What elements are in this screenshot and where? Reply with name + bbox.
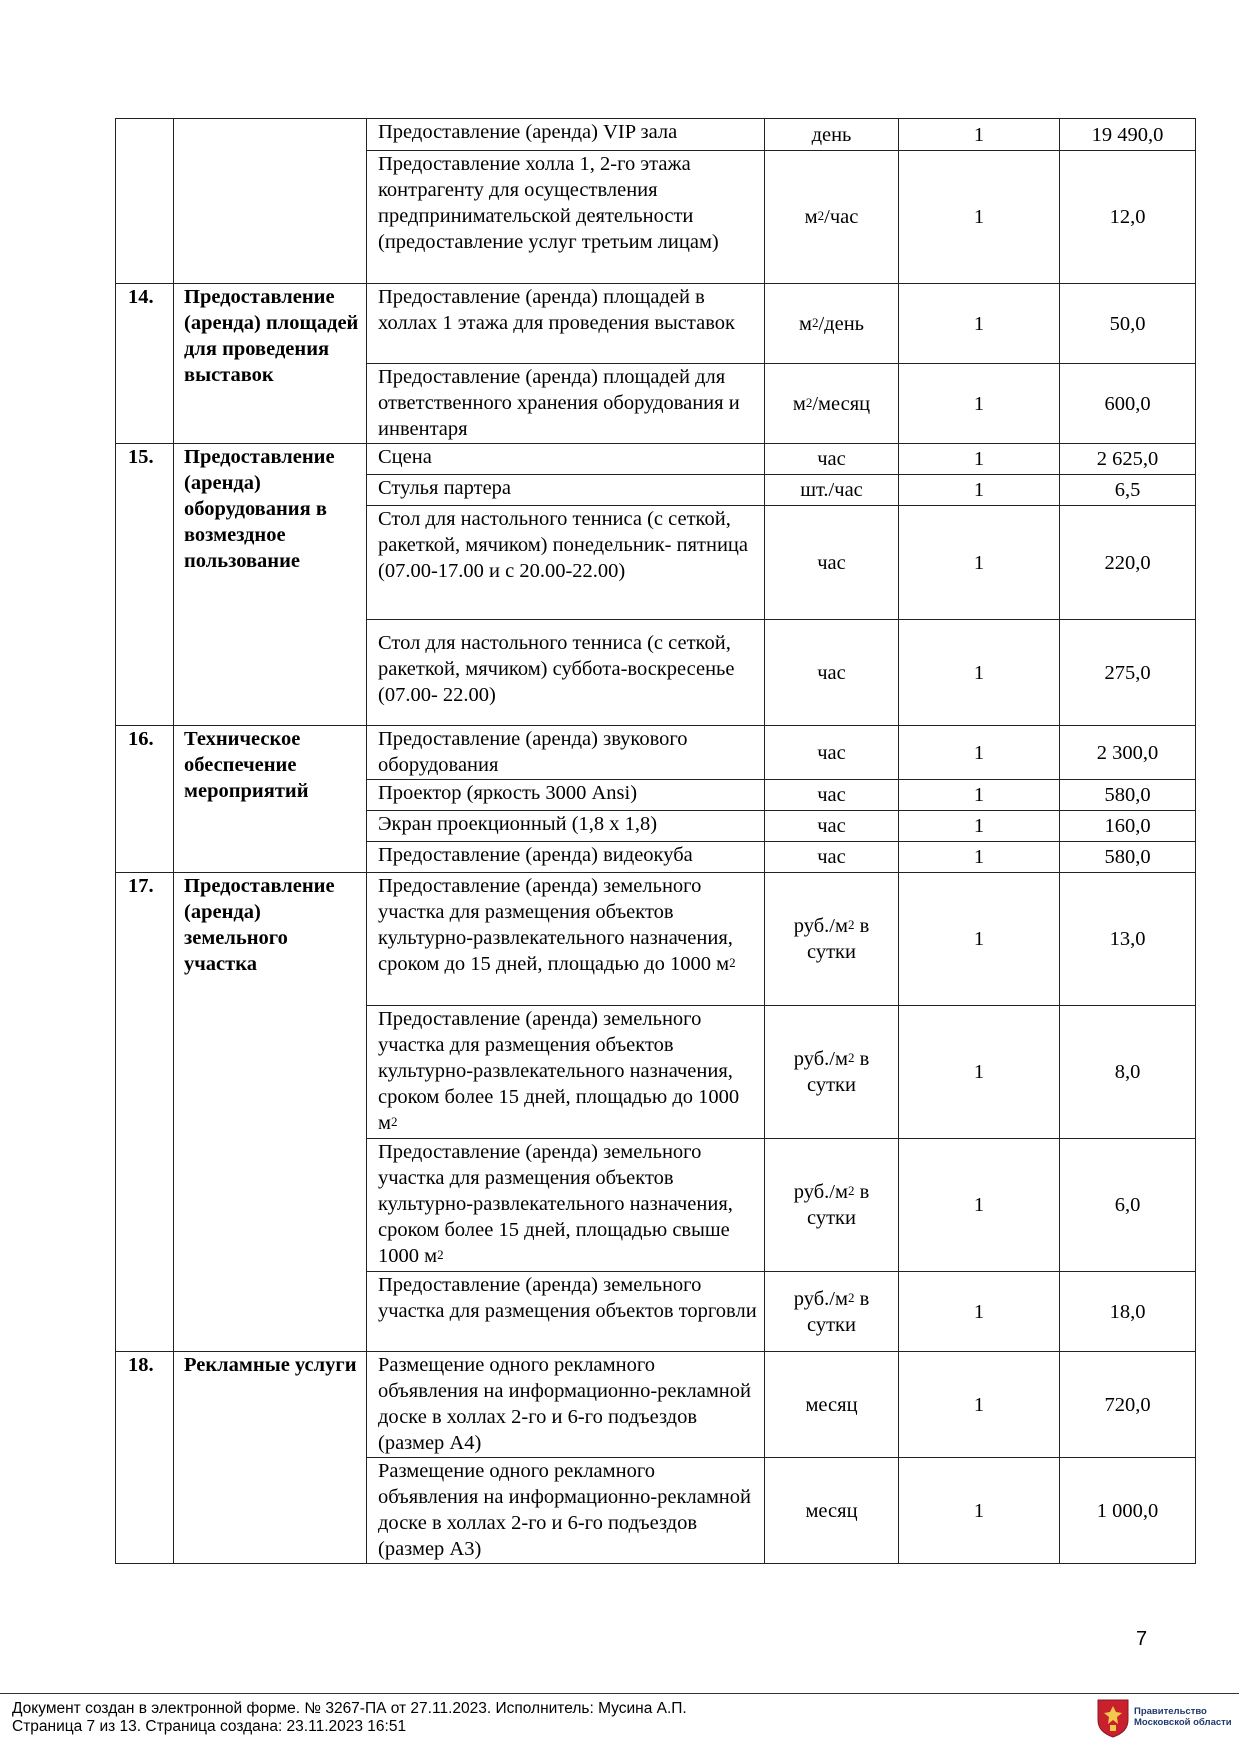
footer-org-name <box>1134 1706 1232 1728</box>
service-cell: Стол для настольного тенниса (с сеткой, ракеткой, мячиком) понедельник- пятница (07.00-17.00 и с 20.00-22.00) <box>367 506 765 620</box>
price-cell: 720,0 <box>1060 1352 1196 1458</box>
unit-cell: месяц <box>765 1352 899 1458</box>
price-cell: 2 300,0 <box>1060 726 1196 780</box>
service-cell: Предоставление (аренда) видеокуба <box>367 842 765 873</box>
price-cell: 580,0 <box>1060 780 1196 811</box>
table-row <box>116 284 1196 364</box>
table-row <box>116 726 1196 780</box>
qty-cell: 1 <box>899 1006 1060 1139</box>
category-cell: Рекламные услуги <box>174 1352 367 1564</box>
service-cell: Предоставление холла 1, 2-го этажа контрагенту для осуществления предпринимательской деятельности (предоставление услуг третьим лицам) <box>367 151 765 284</box>
price-cell: 6,0 <box>1060 1139 1196 1272</box>
price-cell: 50,0 <box>1060 284 1196 364</box>
unit-cell: час <box>765 780 899 811</box>
unit-cell: час <box>765 811 899 842</box>
qty-cell: 1 <box>899 444 1060 475</box>
category-cell: Техническое обеспечение мероприятий <box>174 726 367 873</box>
table-row <box>116 119 1196 151</box>
price-cell: 6,5 <box>1060 475 1196 506</box>
price-cell: 19 490,0 <box>1060 119 1196 151</box>
category-cell: Предоставление (аренда) оборудования в возмездное пользование <box>174 444 367 726</box>
table-row <box>116 1352 1196 1458</box>
qty-cell: 1 <box>899 1458 1060 1564</box>
qty-cell: 1 <box>899 1139 1060 1272</box>
row-number-cell: 15. <box>116 444 174 726</box>
row-number-cell: 16. <box>116 726 174 873</box>
org-line-1: Правительство <box>1134 1706 1207 1717</box>
footer-line-page: Страница 7 из 13. Страница создана: 23.11.2023 16:51 <box>12 1718 407 1735</box>
unit-cell: месяц <box>765 1458 899 1564</box>
table-row <box>116 444 1196 475</box>
price-cell: 13,0 <box>1060 873 1196 1006</box>
service-cell: Стол для настольного тенниса (с сеткой, ракеткой, мячиком) суббота-воскресенье (07.00- 22.00) <box>367 620 765 726</box>
category-cell <box>174 119 367 284</box>
price-cell: 12,0 <box>1060 151 1196 284</box>
unit-cell: шт./час <box>765 475 899 506</box>
service-cell: Сцена <box>367 444 765 475</box>
table-row <box>116 873 1196 1006</box>
unit-cell: $руб./м^2$ в сутки <box>765 873 899 1006</box>
price-cell: 220,0 <box>1060 506 1196 620</box>
qty-cell: 1 <box>899 811 1060 842</box>
footer-line-document: Документ создан в электронной форме. № 3267-ПА от 27.11.2023. Исполнитель: Мусина А.П. <box>12 1700 687 1717</box>
row-number-cell: 18. <box>116 1352 174 1564</box>
service-cell: Экран проекционный (1,8 х 1,8) <box>367 811 765 842</box>
unit-cell: $руб./м^2$ в сутки <box>765 1006 899 1139</box>
qty-cell: 1 <box>899 284 1060 364</box>
price-cell: 275,0 <box>1060 620 1196 726</box>
category-cell: Предоставление (аренда) площадей для проведения выставок <box>174 284 367 444</box>
price-cell: 2 625,0 <box>1060 444 1196 475</box>
qty-cell: 1 <box>899 1352 1060 1458</box>
service-cell: Предоставление (аренда) звукового оборудования <box>367 726 765 780</box>
tariff-table <box>115 118 1196 1564</box>
service-cell: Стулья партера <box>367 475 765 506</box>
service-cell: Проектор (яркость 3000 Ansi) <box>367 780 765 811</box>
unit-cell: час <box>765 444 899 475</box>
price-cell: 580,0 <box>1060 842 1196 873</box>
qty-cell: 1 <box>899 780 1060 811</box>
unit-cell: час <box>765 620 899 726</box>
qty-cell: 1 <box>899 151 1060 284</box>
row-number-cell: 14. <box>116 284 174 444</box>
footer-divider <box>0 1693 1239 1694</box>
price-cell: 8,0 <box>1060 1006 1196 1139</box>
qty-cell: 1 <box>899 1272 1060 1352</box>
qty-cell: 1 <box>899 506 1060 620</box>
footer-info <box>12 1700 687 1736</box>
qty-cell: 1 <box>899 475 1060 506</box>
qty-cell: 1 <box>899 620 1060 726</box>
unit-cell: $руб./м^2$ в сутки <box>765 1139 899 1272</box>
coat-of-arms-icon <box>1096 1698 1130 1738</box>
qty-cell: 1 <box>899 364 1060 444</box>
price-cell: 1 000,0 <box>1060 1458 1196 1564</box>
org-line-2: Московской области <box>1134 1717 1232 1728</box>
service-cell: Предоставление (аренда) земельного участка для размещения объектов торговли <box>367 1272 765 1352</box>
service-cell: Размещение одного рекламного объявления на информационно-рекламной доске в холлах 2-го и 6-го подъездов (размер А4) <box>367 1352 765 1458</box>
service-cell: Предоставление (аренда) земельного участка для размещения объектов культурно-развлекательного назначения, сроком до 15 дней, площадью до 1000 $м^2$ <box>367 873 765 1006</box>
page-number: 7 <box>1136 1628 1148 1650</box>
price-cell: 600,0 <box>1060 364 1196 444</box>
qty-cell: 1 <box>899 842 1060 873</box>
row-number-cell: 17. <box>116 873 174 1352</box>
qty-cell: 1 <box>899 726 1060 780</box>
unit-cell: $м^2$/день <box>765 284 899 364</box>
price-cell: 18,0 <box>1060 1272 1196 1352</box>
qty-cell: 1 <box>899 119 1060 151</box>
unit-cell: день <box>765 119 899 151</box>
unit-cell: час <box>765 726 899 780</box>
service-cell: Предоставление (аренда) земельного участка для размещения объектов культурно-развлекательного назначения, сроком более 15 дней, площадью до 1000 $м^2$ <box>367 1006 765 1139</box>
row-number-cell <box>116 119 174 284</box>
service-cell: Предоставление (аренда) земельного участка для размещения объектов культурно-развлекательного назначения, сроком более 15 дней, площадью свыше 1000 $м^2$ <box>367 1139 765 1272</box>
unit-cell: час <box>765 506 899 620</box>
category-cell: Предоставление (аренда) земельного участка <box>174 873 367 1352</box>
service-cell: Предоставление (аренда) VIP зала <box>367 119 765 151</box>
unit-cell: час <box>765 842 899 873</box>
service-cell: Размещение одного рекламного объявления на информационно-рекламной доске в холлах 2-го и 6-го подъездов (размер А3) <box>367 1458 765 1564</box>
unit-cell: $м^2$/месяц <box>765 364 899 444</box>
price-cell: 160,0 <box>1060 811 1196 842</box>
service-cell: Предоставление (аренда) площадей в холлах 1 этажа для проведения выставок <box>367 284 765 364</box>
unit-cell: $м^2$/час <box>765 151 899 284</box>
qty-cell: 1 <box>899 873 1060 1006</box>
unit-cell: $руб./м^2$ в сутки <box>765 1272 899 1352</box>
service-cell: Предоставление (аренда) площадей для ответственного хранения оборудования и инвентаря <box>367 364 765 444</box>
